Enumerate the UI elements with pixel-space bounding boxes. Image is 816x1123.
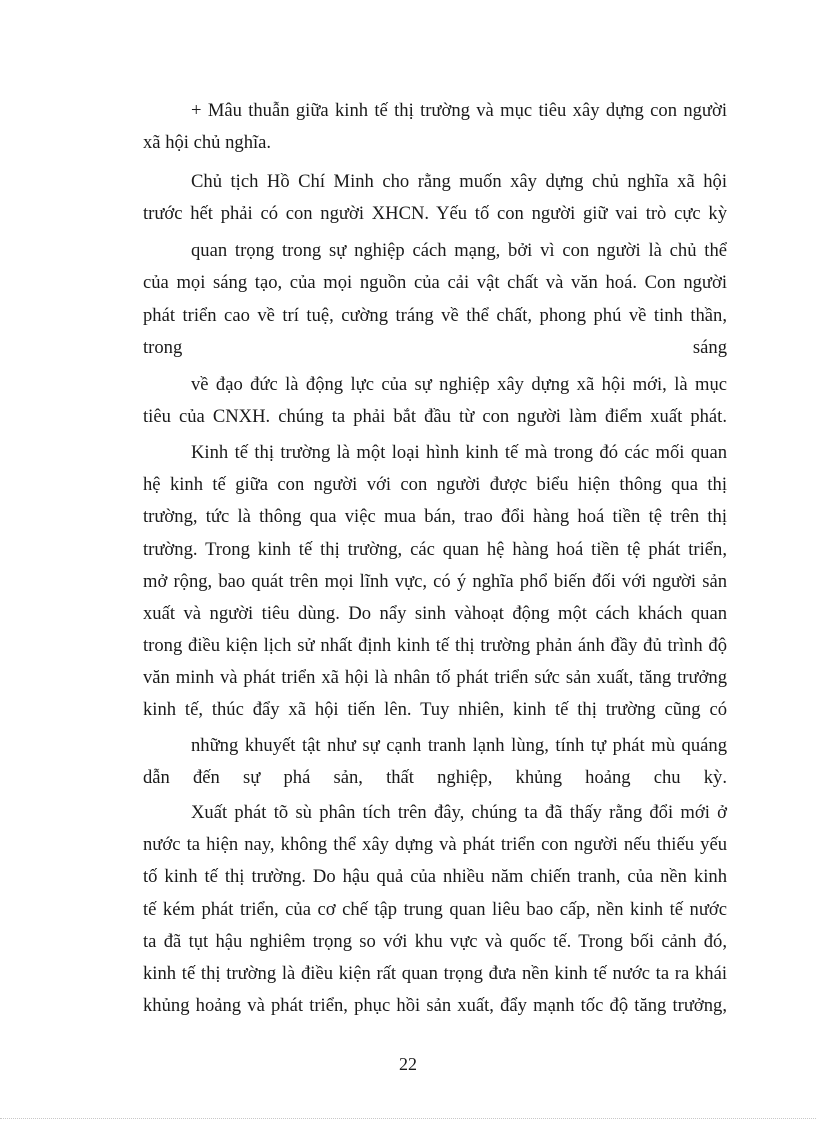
text-line: hệ kinh tế giữa con người với con người được biểu hiện thông qua thị <box>143 474 727 495</box>
text-line: xuất và người tiêu dùng. Do nẩy sinh vàhoạt động một cách khách quan <box>143 603 727 624</box>
text-line: tế kém phát triển, của cơ chế tập trung quan liêu bao cấp, nền kinh tế nước <box>143 899 727 920</box>
text-line: phát triển cao về trí tuệ, cường tráng về thể chất, phong phú về tinh thần, <box>143 305 727 326</box>
text-line: quan trọng trong sự nghiệp cách mạng, bởi vì con người là chủ thể <box>191 240 727 261</box>
text-line: xã hội chủ nghĩa. <box>143 132 272 153</box>
text-line: văn minh và phát triển xã hội là nhân tố phát triển sức sản xuất, tăng trưởng <box>143 667 727 688</box>
text-line: Kinh tế thị trường là một loại hình kinh tế mà trong đó các mối quan <box>191 442 727 463</box>
text-line: khủng hoảng và phát triển, phục hồi sản xuất, đẩy mạnh tốc độ tăng trưởng, <box>143 995 727 1016</box>
page-bottom-divider <box>0 1118 816 1119</box>
text-line: Xuất phát tõ sù phân tích trên đây, chúng ta đã thấy rằng đổi mới ở <box>191 802 727 823</box>
text-line: dẫn đến sự phá sản, thất nghiệp, khủng hoảng chu kỳ. <box>143 767 727 788</box>
text-line: trường, tức là thông qua việc mua bán, trao đổi hàng hoá tiền tệ trên thị <box>143 506 727 527</box>
text-line: tiêu của CNXH. chúng ta phải bắt đầu từ con người làm điểm xuất phát. <box>143 406 727 427</box>
text-line: tố kinh tế thị trường. Do hậu quả của nhiều năm chiến tranh, của nền kinh <box>143 866 727 887</box>
text-line: trong điều kiện lịch sử nhất định kinh tế thị trường phản ánh đầy đủ trình độ <box>143 635 727 656</box>
text-line: trong <box>143 337 183 358</box>
text-line: nước ta hiện nay, không thể xây dựng và phát triển con người nếu thiếu yếu <box>143 834 727 855</box>
text-line: về đạo đức là động lực của sự nghiệp xây dựng xã hội mới, là mục <box>191 374 727 395</box>
text-line: kinh tế thị trường là điều kiện rất quan trọng đưa nền kinh tế nước ta ra khái <box>143 963 727 984</box>
text-line: trước hết phải có con người XHCN. Yếu tố con người giữ vai trò cực kỳ <box>143 203 727 224</box>
text-line: ta đã tụt hậu nghiêm trọng so với khu vực và quốc tế. Trong bối cảnh đó, <box>143 931 727 952</box>
text-line: những khuyết tật như sự cạnh tranh lạnh lùng, tính tự phát mù quáng <box>191 735 727 756</box>
text-line: Chủ tịch Hồ Chí Minh cho rằng muốn xây dựng chủ nghĩa xã hội <box>191 171 727 192</box>
page-number: 22 <box>399 1054 417 1074</box>
text-line: + Mâu thuẫn giữa kinh tế thị trường và mục tiêu xây dựng con người <box>191 100 727 121</box>
text-line: kinh tế, thúc đẩy xã hội tiến lên. Tuy nhiên, kinh tế thị trường cũng có <box>143 699 727 720</box>
text-line: của mọi sáng tạo, của mọi nguồn của cải vật chất và văn hoá. Con người <box>143 272 727 293</box>
text-line: sáng <box>692 337 727 358</box>
text-line: mở rộng, bao quát trên mọi lĩnh vực, có ý nghĩa phổ biến đối với người sản <box>143 571 727 592</box>
text-line: trường. Trong kinh tế thị trường, các quan hệ hàng hoá tiền tệ phát triển, <box>143 539 727 560</box>
